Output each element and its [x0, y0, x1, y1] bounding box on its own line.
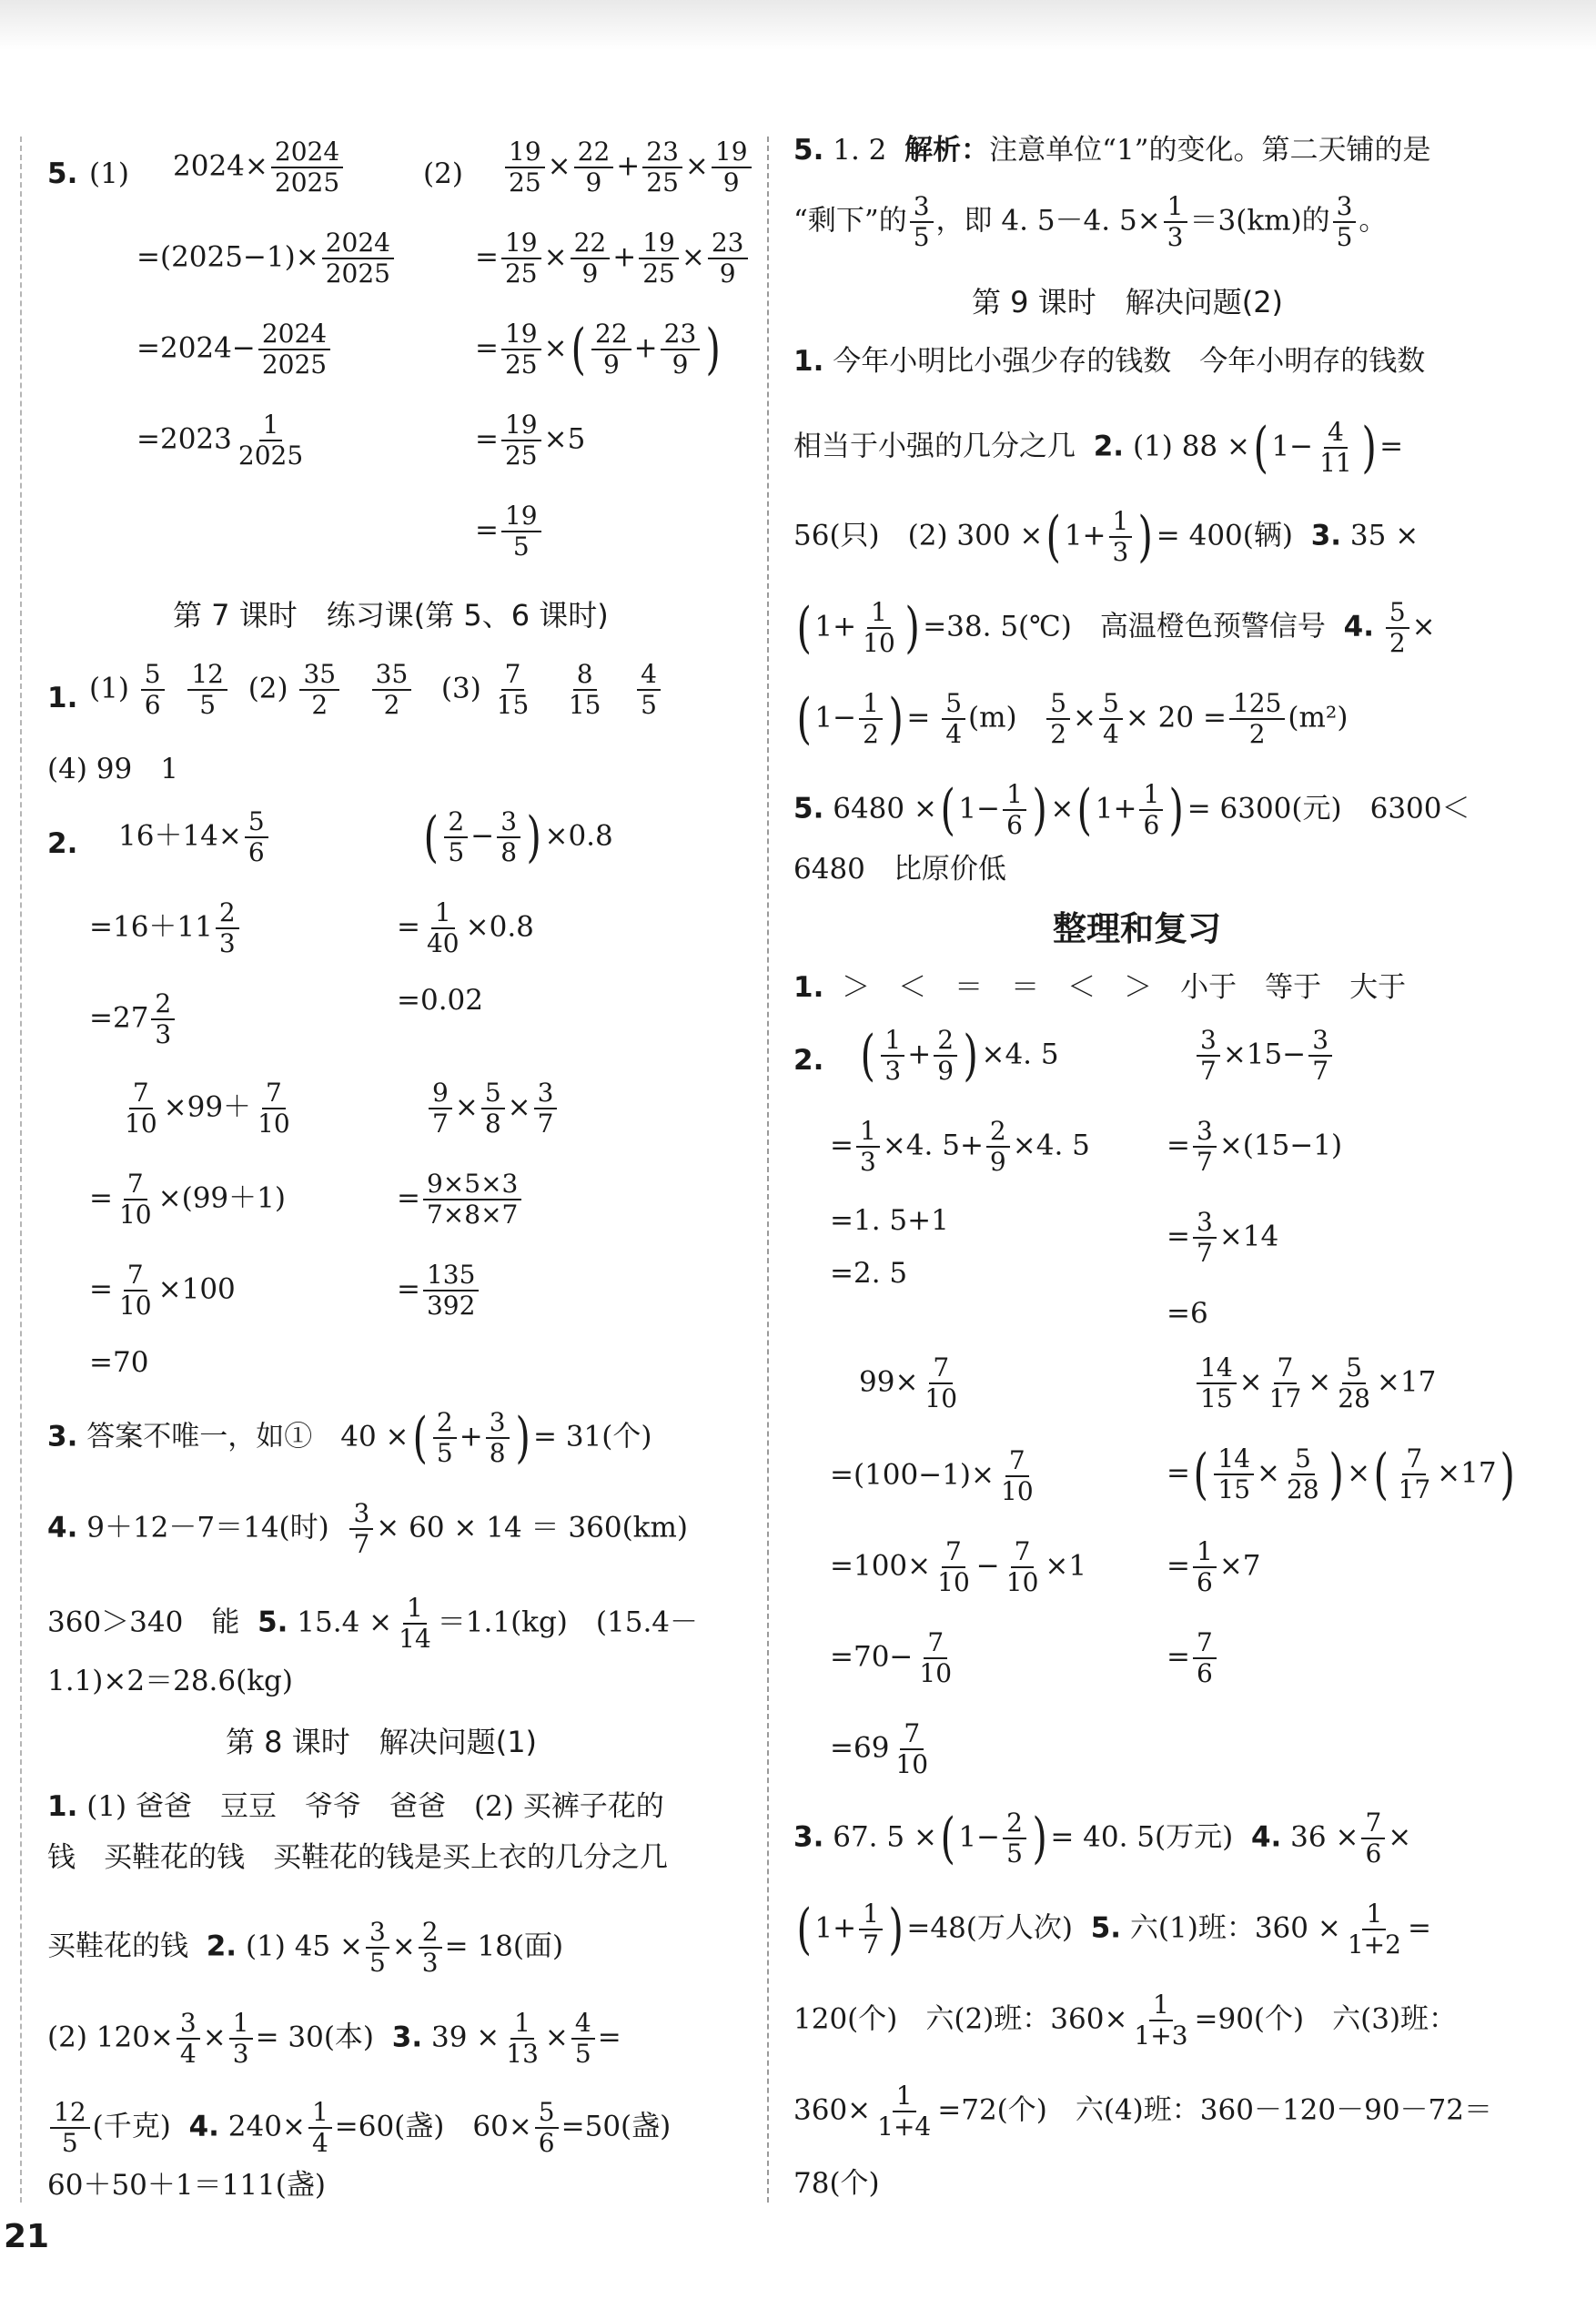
fraction: $\frac{3}{7}$	[1197, 1027, 1220, 1085]
left-q5-label-2: (2)	[423, 157, 463, 190]
fraction: $\frac{1}{2}$	[859, 690, 883, 748]
l7-q2a-step-1: 16＋14× $\frac{5}{6}$	[118, 808, 271, 866]
r-l9-q1-line-1: 1. 今年小明比小强少存的钱数 今年小明存的钱数	[793, 345, 1426, 378]
left-q5-label-1: (1)	[89, 157, 129, 190]
review-title: 整理和复习	[1053, 909, 1221, 948]
fraction: $\frac{2}{9}$	[986, 1118, 1010, 1176]
fraction: $\frac{2}{5}$	[1003, 1809, 1026, 1868]
fraction: $\frac{1}{3}$	[881, 1027, 904, 1085]
fraction: $\frac{22}{9}$	[591, 320, 631, 379]
review-q2c-step-3: =100× $\frac{7}{10}$ − $\frac{7}{10}$ ×1	[830, 1536, 1087, 1598]
fraction: $\frac{1}{3}$	[1164, 193, 1187, 251]
fraction: $\frac{19}{5}$	[501, 502, 541, 561]
review-q5-line-3: 360× $\frac{1}{1+4}$ =72(个) 六(4)班：360－120－90－72＝	[793, 2081, 1493, 2142]
fraction: $\frac{9\times 5\times 3}{7\times 8\times 7}$	[423, 1170, 521, 1229]
fraction: $\frac{19}{9}$	[712, 138, 752, 197]
fraction: $\frac{19}{25}$	[505, 138, 545, 197]
fraction: $\frac{2}{3}$	[216, 899, 239, 957]
fraction: $\frac{1}{3}$	[229, 2010, 253, 2068]
fraction: $\frac{1}{1+2}$	[1347, 1899, 1401, 1960]
fraction: $\frac{5}{28}$	[1338, 1352, 1370, 1414]
left-q5b-step-3: = $\frac{19}{25}$ ×( $\frac{22}{9}$ + $\frac{23}{9}$ )	[475, 318, 722, 382]
fraction: $\frac{4}{5}$	[637, 661, 661, 719]
fraction: $\frac{2024}{2025}$	[258, 320, 330, 379]
fraction: $\frac{19}{25}$	[501, 411, 541, 470]
fraction: $\frac{3}{8}$	[497, 808, 520, 866]
l7-q2b-step-2: = $\frac{1}{40}$ ×0.8	[397, 897, 534, 959]
review-q1: 1. ＞ ＜ ＝ ＝ ＜ ＞ 小于 等于 大于	[793, 971, 1407, 1004]
review-q2d-step-1: $\frac{14}{15}$ × $\frac{7}{17}$ × $\frac{5}{28}$ ×17	[1194, 1354, 1436, 1413]
left-q5-step-3: =2024− $\frac{2024}{2025}$	[136, 320, 333, 379]
fraction: $\frac{1}{3}$	[856, 1118, 880, 1176]
l7-q1-answers: (1) $\frac{5}{6}$ $\frac{12}{5}$ (2) $\frac{35}{2}$ $\frac{35}{2}$ (3) $\frac{7}{15}$ $\frac{8}{15}$ $\frac{4}{5}$	[89, 661, 663, 719]
fraction: $\frac{5}{6}$	[535, 2099, 559, 2157]
fraction: $\frac{5}{6}$	[141, 661, 165, 719]
review-q2d-step-2: =( $\frac{14}{15}$ × $\frac{5}{28}$ ) ×( $\frac{7}{17}$ ×17)	[1167, 1443, 1515, 1507]
fraction: $\frac{2}{5}$	[444, 808, 468, 866]
review-q2-number: 2.	[793, 1044, 824, 1077]
fraction: $\frac{5}{8}$	[481, 1079, 505, 1138]
fraction: $\frac{1}{6}$	[1139, 781, 1163, 839]
fraction: $\frac{23}{9}$	[661, 320, 701, 379]
page-top-edge	[0, 0, 1596, 50]
l8-q2a: 买鞋花的钱 2. (1) 45 × $\frac{3}{5}$ × $\frac{2}{3}$ = 18(面)	[47, 1917, 564, 1979]
l8-q3-q4: $\frac{12}{5}$ (千克) 4. 240× $\frac{1}{4}$ =60(盏) 60× $\frac{5}{6}$ =50(盏)	[47, 2099, 671, 2157]
fraction: $\frac{7}{10}$	[937, 1536, 970, 1598]
review-q2b-step-2: = $\frac{3}{7}$ ×(15−1)	[1167, 1116, 1343, 1178]
lesson9-title: 第 9 课时 解决问题(2)	[972, 285, 1284, 319]
fraction: $\frac{7}{10}$	[919, 1627, 953, 1689]
fraction: $\frac{22}{9}$	[574, 138, 614, 197]
r-l9-q3-q4: ( 1+ $\frac{1}{10}$ ) =38. 5(℃) 高温橙色预警信号 4. $\frac{5}{2}$ ×	[796, 596, 1436, 661]
review-q5-line-2: 120(个) 六(2)班：360× $\frac{1}{1+3}$ =90(个) 六(3)班：	[793, 1990, 1458, 2051]
fraction: $\frac{7}{17}$	[1398, 1443, 1431, 1505]
fraction: $\frac{3}{5}$	[1333, 193, 1357, 251]
lesson7-title: 第 7 课时 练习课(第 5、6 课时)	[173, 598, 609, 633]
review-q2a-step-4: =2. 5	[830, 1257, 908, 1290]
frac-2024-2025: $\frac{2024}{2025}$	[271, 138, 343, 197]
l8-q1-line-2: 钱 买鞋花的钱 买鞋花的钱是买上衣的几分之几	[47, 1841, 668, 1874]
fraction: $\frac{5}{2}$	[1046, 690, 1070, 748]
l7-q2c-step-2: = $\frac{7}{10}$ ×(99＋1)	[89, 1169, 286, 1231]
r-l9-q1-q2a: 相当于小强的几分之几 2. (1) 88 ×( 1− $\frac{4}{11}$ ) =	[793, 416, 1404, 481]
fraction: $\frac{14}{15}$	[1214, 1445, 1254, 1504]
fraction: $\frac{19}{25}$	[501, 229, 541, 288]
fraction: $\frac{7}{10}$	[258, 1078, 290, 1139]
fraction: $\frac{19}{25}$	[639, 229, 679, 288]
fraction: $\frac{1}{40}$	[426, 897, 460, 959]
l7-q2a-step-2: =16＋11 $\frac{2}{3}$	[89, 899, 242, 957]
fraction: $\frac{7}{10}$	[118, 1169, 152, 1231]
left-q5-step-2: =(2025−1)× $\frac{2024}{2025}$	[136, 229, 397, 288]
fraction: $\frac{23}{25}$	[642, 138, 682, 197]
fraction: $\frac{7}{10}$	[1005, 1536, 1039, 1598]
fraction: $\frac{12}{5}$	[187, 661, 227, 719]
l7-q2c-step-4: =70	[89, 1346, 149, 1379]
fraction: $\frac{2}{5}$	[433, 1409, 457, 1467]
left-q5b-step-4: = $\frac{19}{25}$ ×5	[475, 410, 586, 471]
page-number: 21	[4, 2218, 50, 2255]
review-q2a-step-1: ( $\frac{1}{3}$ + $\frac{2}{9}$ ) ×4. 5	[860, 1024, 1059, 1089]
left-q5-step-1: 2024× $\frac{2024}{2025}$	[173, 138, 346, 197]
fraction: $\frac{1}{14}$	[399, 1593, 431, 1655]
review-q2c-step-4: =70− $\frac{7}{10}$	[830, 1629, 958, 1687]
fraction: $\frac{7}{10}$	[1001, 1445, 1034, 1507]
fraction: $\frac{1}{6}$	[1193, 1538, 1217, 1596]
fraction: $\frac{7}{17}$	[1268, 1352, 1302, 1414]
review-q2d-step-3: = $\frac{1}{6}$ ×7	[1167, 1536, 1261, 1598]
fraction: $\frac{1}{10}$	[863, 597, 895, 659]
fraction: $\frac{8}{15}$	[568, 659, 601, 721]
left-q5-step-4: =2023 $\frac{1}{2025}$	[136, 411, 309, 470]
review-q2c-step-5: =69 $\frac{7}{10}$	[830, 1720, 934, 1778]
r-l9-q4-cont: ( 1− $\frac{1}{2}$ ) = $\frac{5}{4}$ (m) $\frac{5}{2}$ × $\frac{5}{4}$ × 20 = $\frac{125}{2}$ (m²)	[796, 687, 1349, 752]
fraction: $\frac{23}{9}$	[708, 229, 748, 288]
fraction: $\frac{3}{5}$	[366, 1919, 389, 1977]
fraction: $\frac{7}{10}$	[118, 1260, 152, 1322]
l7-q5-cont: 1.1)×2＝28.6(kg)	[47, 1665, 293, 1697]
l7-q4: 4. 9＋12－7＝14(时) $\frac{3}{7}$ × 60 × 14 ＝ 360(km)	[47, 1498, 688, 1560]
fraction: $\frac{3}{7}$	[1308, 1027, 1332, 1085]
review-q3-q4: 3. 67. 5 ×( 1− $\frac{2}{5}$ ) = 40. 5(万元) 4. 36 × $\frac{7}{6}$ ×	[793, 1807, 1412, 1871]
fraction: $\frac{14}{15}$	[1197, 1354, 1237, 1413]
l7-q1-part4: (4) 99 1	[47, 753, 178, 785]
review-q2a-step-2: = $\frac{1}{3}$ ×4. 5+ $\frac{2}{9}$ ×4. 5	[830, 1116, 1090, 1178]
fraction: $\frac{1}{1+3}$	[1134, 1990, 1188, 2051]
l8-q2b-q3: (2) 120× $\frac{3}{4}$ × $\frac{1}{3}$ = 30(本) 3. 39 × $\frac{1}{13}$ × $\frac{4}{5}$ =	[47, 2008, 621, 2070]
l7-q3: 3. 答案不唯一，如① 40 ×( $\frac{2}{5}$ + $\frac{3}{8}$ ) = 31(个)	[47, 1406, 652, 1471]
fraction: $\frac{3}{4}$	[177, 2010, 200, 2068]
fraction: $\frac{2}{9}$	[934, 1027, 957, 1085]
review-q5-line-4: 78(个)	[793, 2167, 880, 2200]
fraction: $\frac{135}{392}$	[423, 1261, 479, 1320]
review-q2c-step-1: 99× $\frac{7}{10}$	[859, 1354, 964, 1413]
fraction: $\frac{9}{7}$	[429, 1079, 452, 1138]
l7-q2a-step-3: =27 $\frac{2}{3}$	[89, 990, 177, 1048]
l7-q1-number: 1.	[47, 682, 78, 714]
l7-q2-number: 2.	[47, 827, 78, 860]
fraction: $\frac{7}{10}$	[125, 1078, 157, 1139]
fraction: $\frac{22}{9}$	[571, 229, 611, 288]
fraction: $\frac{1}{4}$	[308, 2099, 332, 2157]
fraction: $\frac{3}{7}$	[349, 1500, 373, 1558]
l7-q2d-step-1: $\frac{9}{7}$ × $\frac{5}{8}$ × $\frac{3}{7}$	[426, 1079, 560, 1138]
l7-q2b-step-1: ( $\frac{2}{5}$ − $\frac{3}{8}$ ) ×0.8	[423, 805, 613, 870]
fraction: $\frac{1}{3}$	[1109, 508, 1133, 566]
fraction: $\frac{35}{2}$	[299, 661, 339, 719]
fraction: $\frac{7}{6}$	[1193, 1629, 1217, 1687]
review-q2b-step-1: $\frac{3}{7}$ ×15− $\frac{3}{7}$	[1194, 1027, 1335, 1085]
l7-q2c-step-1: $\frac{7}{10}$ ×99＋ $\frac{7}{10}$	[118, 1079, 297, 1138]
fraction: $\frac{35}{2}$	[372, 661, 412, 719]
l7-q2b-step-3: =0.02	[397, 984, 483, 1017]
left-q5-number: 5.	[47, 157, 78, 190]
fraction: $\frac{3}{8}$	[486, 1409, 510, 1467]
review-q4-q5: ( 1+ $\frac{1}{7}$ ) =48(万人次) 5. 六(1)班：360 × $\frac{1}{1+2}$ =	[796, 1898, 1431, 1962]
fraction: $\frac{7}{10}$	[924, 1352, 958, 1414]
fraction: $\frac{4}{5}$	[571, 2010, 595, 2068]
fraction: $\frac{7}{15}$	[496, 659, 530, 721]
left-margin-rule	[20, 137, 22, 2203]
r-q5-line-2: “剩下”的 $\frac{3}{5}$ ，即 4. 5－4. 5× $\frac{1}{3}$ ＝3(km)的 $\frac{3}{5}$ 。	[793, 191, 1388, 253]
fraction: $\frac{19}{25}$	[501, 320, 541, 379]
fraction: $\frac{3}{7}$	[1193, 1209, 1217, 1267]
fraction: $\frac{5}{4}$	[942, 690, 965, 748]
fraction: $\frac{12}{5}$	[50, 2099, 90, 2157]
review-q2c-step-2: =(100−1)× $\frac{7}{10}$	[830, 1447, 1040, 1505]
lesson8-title: 第 8 课时 解决问题(1)	[226, 1725, 538, 1759]
review-q2d-step-4: = $\frac{7}{6}$	[1167, 1629, 1219, 1687]
fraction: $\frac{5}{6}$	[245, 808, 268, 866]
r-l9-q5: 5. 6480 ×( 1− $\frac{1}{6}$ ) ×( 1+ $\frac{1}{6}$ ) = 6300(元) 6300＜	[793, 778, 1470, 843]
fraction: $\frac{1}{6}$	[1003, 781, 1026, 839]
fraction: $\frac{2}{3}$	[151, 990, 175, 1048]
fraction: $\frac{1}{2025}$	[237, 410, 304, 471]
fraction: $\frac{3}{7}$	[534, 1079, 558, 1138]
fraction: $\frac{2}{3}$	[419, 1919, 442, 1977]
left-q5b-step-1: $\frac{19}{25}$ × $\frac{22}{9}$ + $\frac{23}{25}$ × $\frac{19}{9}$	[502, 138, 754, 197]
l7-q4-q5: 360＞340 能 5. 15.4 × $\frac{1}{14}$ ＝1.1(kg) (15.4－	[47, 1593, 699, 1655]
left-q5b-step-5: = $\frac{19}{5}$	[475, 502, 544, 561]
r-l9-q5-cont: 6480 比原价低	[793, 853, 1006, 886]
review-q2b-step-3: = $\frac{3}{7}$ ×14	[1167, 1207, 1279, 1269]
l7-q2d-step-3: = $\frac{135}{392}$	[397, 1261, 481, 1320]
left-q5b-step-2: = $\frac{19}{25}$ × $\frac{22}{9}$ + $\frac{19}{25}$ × $\frac{23}{9}$	[475, 229, 751, 288]
fraction: $\frac{7}{10}$	[895, 1718, 929, 1780]
fraction: $\frac{5}{28}$	[1287, 1443, 1319, 1505]
fraction: $\frac{125}{2}$	[1229, 690, 1285, 748]
r-l9-q2b-q3: 56(只) (2) 300 ×( 1+ $\frac{1}{3}$ ) = 400(辆) 3. 35 ×	[793, 505, 1419, 570]
fraction: $\frac{3}{5}$	[910, 193, 934, 251]
fraction: $\frac{4}{11}$	[1319, 417, 1352, 479]
r-q5-line-1: 5. 1. 2 解析：注意单位“1”的变化。第二天铺的是	[793, 134, 1431, 167]
review-q2a-step-3: =1. 5+1	[830, 1204, 949, 1237]
l8-q4-cont: 60＋50＋1＝111(盏)	[47, 2169, 326, 2202]
column-divider	[767, 137, 769, 2203]
fraction: $\frac{1}{7}$	[859, 1900, 883, 1959]
l8-q1-line-1: 1. (1) 爸爸 豆豆 爷爷 爸爸 (2) 买裤子花的	[47, 1790, 664, 1823]
fraction: $\frac{1}{13}$	[506, 2008, 539, 2070]
fraction: $\frac{2024}{2025}$	[322, 229, 394, 288]
fraction: $\frac{5}{2}$	[1386, 599, 1409, 657]
fraction: $\frac{3}{7}$	[1193, 1118, 1217, 1176]
fraction: $\frac{7}{6}$	[1361, 1809, 1385, 1868]
review-q2b-step-4: =6	[1167, 1297, 1208, 1330]
l7-q2d-step-2: = $\frac{9\times 5\times 3}{7\times 8\times 7}$	[397, 1170, 524, 1229]
fraction: $\frac{1}{1+4}$	[877, 2081, 932, 2142]
fraction: $\frac{5}{4}$	[1099, 690, 1123, 748]
l7-q2c-step-3: = $\frac{7}{10}$ ×100	[89, 1260, 236, 1322]
